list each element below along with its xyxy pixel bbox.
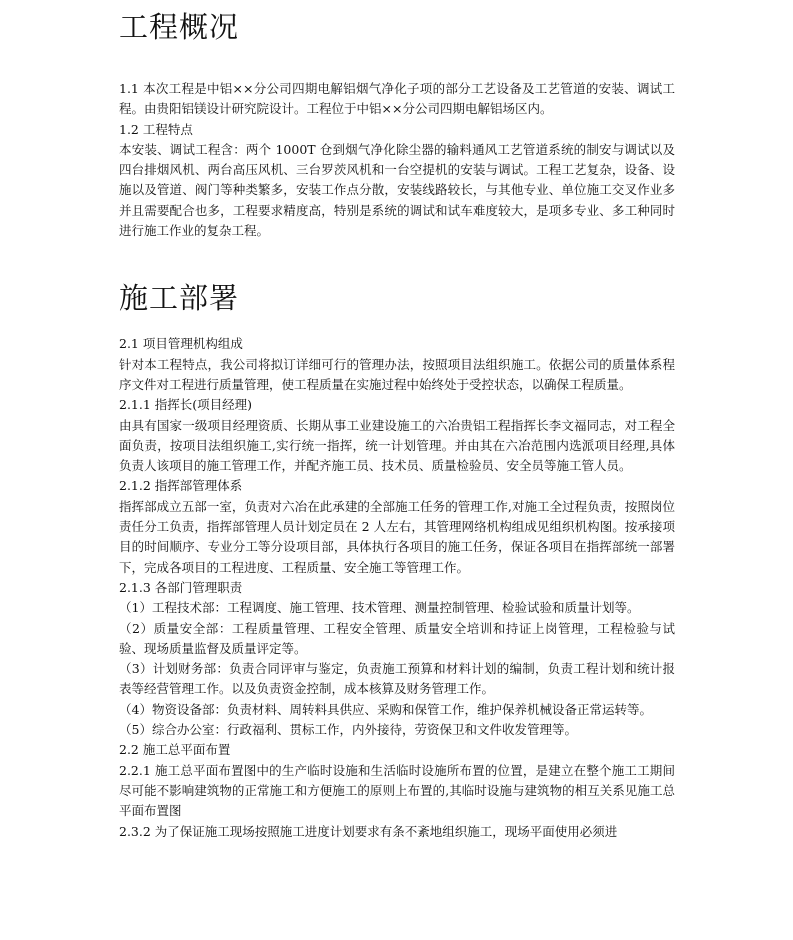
section-body-deployment: [119, 334, 675, 841]
paragraph-1-1: 1.1 本次工程是中铝××分公司四期电解铝烟气净化子项的部分工艺设备及工艺管道的安装、调试工程。由贵阳铝镁设计研究院设计。工程位于中铝××分公司四期电解铝场区内。: [119, 81, 675, 117]
section-heading-deployment: 施工部署: [119, 281, 240, 316]
section-heading-overview: 工程概况: [119, 10, 240, 44]
document-page: [119, 0, 675, 842]
subheading-1-2: 1.2 工程特点: [119, 121, 193, 137]
list-item: （3）计划财务部：负责合同评审与鉴定，负责施工预算和材料计划的编制，负责工程计划和统计报表等经营管理工作。以及负责资金控制，成本核算及财务管理工作。: [119, 661, 675, 697]
list-item: （5）综合办公室：行政福利、贯标工作，内外接待，劳资保卫和文件收发管理等。: [119, 722, 577, 738]
paragraph-2-1-2: 指挥部成立五部一室，负责对六冶在此承建的全部施工任务的管理工作,对施工全过程负责，按照岗位责任分工负责，指挥部管理人员计划定员在 2 人左右，其管理网络机构组成见组织机构图。按承接项目的时间顺序、专业分工等分设项目部，具体执行各项目的施工任务，保证各项目在指挥部统一部署下，完成各项目的工程进度、工程质量、安全施工等管理工作。: [119, 498, 675, 575]
list-item: （1）工程技术部：工程调度、施工管理、技术管理、测量控制管理、检验试验和质量计划等。: [119, 600, 640, 616]
spacer: [119, 241, 675, 278]
subheading-2-2: 2.2 施工总平面布置: [119, 742, 231, 758]
paragraph-2-1-1: 由具有国家一级项目经理资质、长期从事工业建设施工的六冶贵铝工程指挥长李文福同志，对工程全面负责，按项目法组织施工,实行统一指挥，统一计划管理。并由其在六冶范围内选派项目经理,具体负责人该项目的施工管理工作，并配齐施工员、技术员、质量检验员、安全员等施工管人员。: [119, 417, 675, 474]
paragraph-features: 本安装、调试工程含：两个 1000T 仓到烟气净化除尘器的输料通风工艺管道系统的制安与调试以及四台排烟风机、两台高压风机、三台罗茨风机和一台空提机的安装与调试。工程工艺复杂，设备、设施以及管道、阀门等种类繁多，安装工作点分散，安装线路较长，与其他专业、单位施工交叉作业多并且需要配合也多，工程要求精度高，特别是系统的调试和试车难度较大，是项多专业、多工种同时进行施工作业的复杂工程。: [119, 141, 675, 239]
subheading-2-1: 2.1 项目管理机构组成: [119, 336, 243, 352]
paragraph-2-3-2: 2.3.2 为了保证施工现场按照施工进度计划要求有条不紊地组织施工，现场平面使用必须进: [119, 823, 618, 839]
list-item: （2）质量安全部：工程质量管理、工程安全管理、质量安全培训和持证上岗管理，工程检验与试验、现场质量监督及质量评定等。: [119, 620, 675, 656]
subheading-2-1-1: 2.1.1 指挥长(项目经理): [119, 397, 253, 413]
spacer: [119, 47, 675, 69]
subheading-2-1-2: 2.1.2 指挥部管理体系: [119, 478, 243, 494]
paragraph-2-2-1: 2.2.1 施工总平面布置图中的生产临时设施和生活临时设施所布置的位置，是建立在整个施工工期间尽可能不影响建筑物的正常施工和方便施工的原则上布置的,其临时设施与建筑物的相互关系见施工总平面布置图: [119, 762, 675, 819]
section-body-overview: [119, 79, 675, 241]
list-item: （4）物资设备部：负责材料、周转料具供应、采购和保管工作，维护保养机械设备正常运转等。: [119, 701, 652, 717]
subheading-2-1-3: 2.1.3 各部门管理职责: [119, 579, 243, 595]
paragraph-2-1: 针对本工程特点，我公司将拟订详细可行的管理办法，按照项目法组织施工。依据公司的质量体系程序文件对工程进行质量管理，使工程质量在实施过程中始终处于受控状态，以确保工程质量。: [119, 356, 675, 392]
